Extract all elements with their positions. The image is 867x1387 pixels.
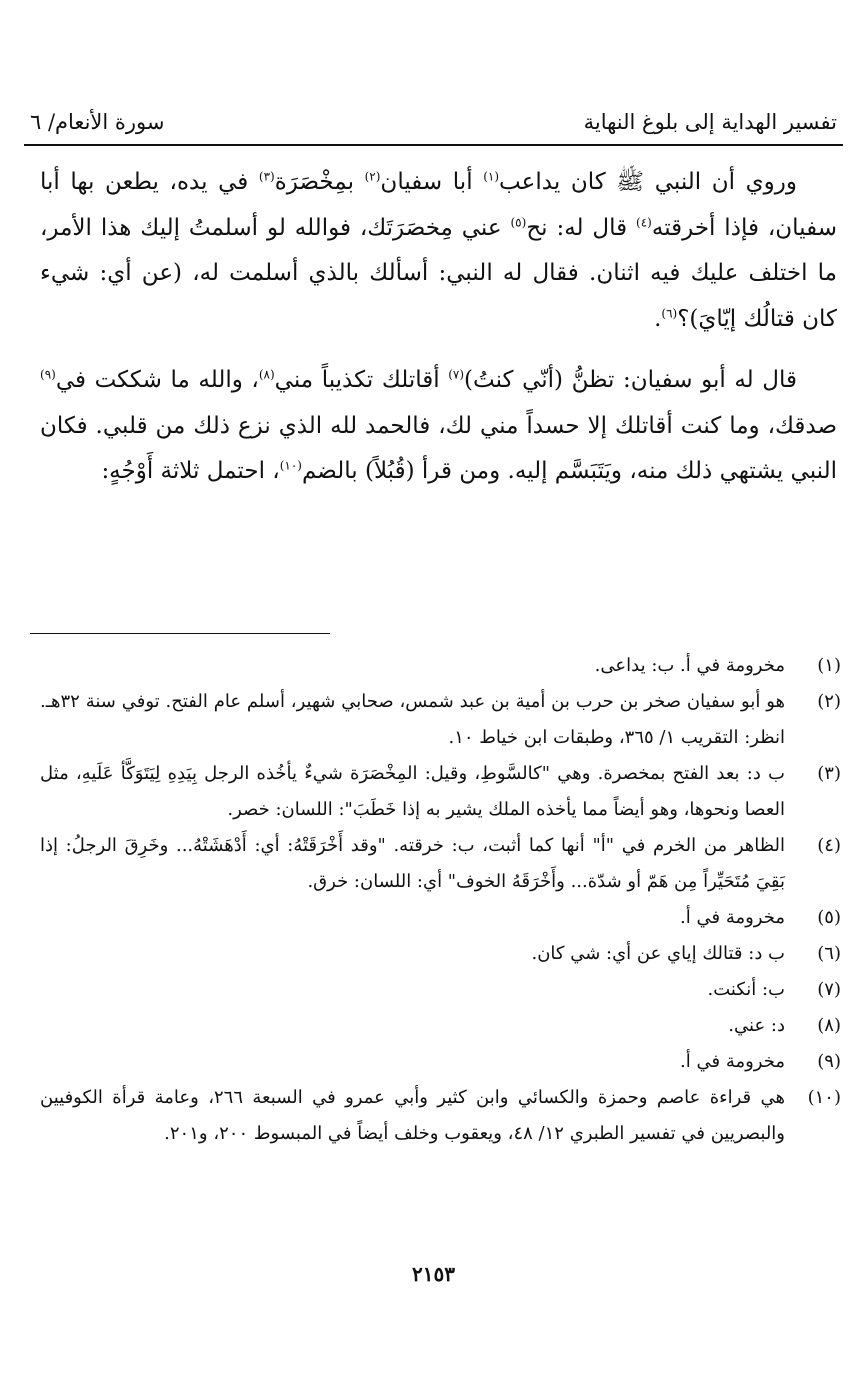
footnote [40,900,841,936]
footnote-ref: (٩) [40,367,56,382]
footnote-ref: (٥) [510,214,527,229]
footnote-text: ب: أنكنت. [707,979,785,1000]
footnote [40,936,841,972]
text-run: وروي أن النبي ﷺ كان يداعب [499,169,798,195]
footnote-number: (٥) [817,907,841,928]
footnote-number: (٨) [817,1015,841,1036]
footnote-number: (٦) [817,943,841,964]
page-number: ٢١٥٣ [412,1262,455,1286]
paragraph-1 [40,160,837,342]
footnote-text: مخرومة في أ. ب: يداعى. [594,655,785,676]
footnote-ref: (٧) [448,367,465,382]
footnote-number: (٤) [817,835,841,856]
footnote-number: (٧) [817,979,841,1000]
running-header [30,88,837,134]
main-text [40,160,837,495]
header-rule [24,144,843,146]
footnote [40,828,841,900]
footnote-number: (٢) [817,691,841,712]
footnote-ref: (١) [483,169,500,184]
footnote [40,648,841,684]
footnote-ref: (١٠) [279,458,302,473]
footnote [40,972,841,1008]
footnote-number: (٣) [817,763,841,784]
text-run: قال له أبو سفيان: تظنُّ (أنّي كنتُ) [464,367,798,393]
footnote [40,1008,841,1044]
footnote-text: مخرومة في أ. [680,1051,785,1072]
footnote-text: هو أبو سفيان صخر بن حرب بن أمية بن عبد شمس، صحابي شهير، أسلم عام الفتح. توفي سنة ٣٢هـ. انظر: التقريب ١/ ٣٦٥، وطبقات ابن خياط ١٠. [40,691,785,748]
paragraph-2 [40,358,837,495]
footnote-ref: (٨) [258,367,275,382]
footnote-ref: (٤) [636,214,652,229]
surah-label: سورة الأنعام/ ٦ [30,110,165,134]
footnote-ref: (٦) [661,305,678,320]
text-run: أقاتلك تكذيباً مني [274,367,449,393]
text-run: . [654,305,662,332]
text-run: قال له: نح [526,214,637,241]
footnote-ref: (٣) [258,169,275,184]
text-run: بمِخْصَرَة [274,169,365,195]
footnote-text: الظاهر من الخرم في "أ" أنها كما أثبت، ب: خرقته. "وقد أَخْرَقَتْهُ: أي: أَدْهَشَتْهُ... وخَرِقَ الرجلُ: إذا بَقِيَ مُتَحَيِّراً مِن هَمّ أو شدّة... وأَخْرَقَهُ الخوف" أي: اللسان: خرق. [40,835,785,892]
footnote-text: ب د: قتالك إياي عن أي: شي كان. [531,943,785,964]
text-run: ، والله ما شككت في [55,367,259,393]
footnotes [40,648,841,1152]
text-run: صدقك، وما كنت أقاتلك إلا حسداً مني لك، فالحمد لله الذي نزع ذلك من قلبي. فكان النبي يشتهي ذلك منه، ويَتَبَسَّم إليه. ومن قرأ (قُبُلاً) بالضم [40,412,837,484]
text-run: أبا سفيان [380,169,484,195]
footnote-text: ب د: بعد الفتح بمخصرة. وهي "كالسَّوطِ، وقيل: المِخْصَرَة شيءٌ يأخُذه الرجل بِيَدِهِ لِيَتَوَكَّأ عَلَيهِ، مثل العصا ونحوها، وهو أيضاً مما يأخذه الملك يشير به إذا خَطَبَ": اللسان: خصر. [40,763,785,820]
footnote [40,756,841,828]
footnote-separator [30,633,330,634]
footnote [40,684,841,756]
footnote [40,1080,841,1152]
footnote-number: (١) [817,655,841,676]
footnote-ref: (٢) [364,169,381,184]
footnote-text: د: عني. [728,1015,785,1036]
book-title: تفسير الهداية إلى بلوغ النهاية [583,110,837,134]
footnote-text: هي قراءة عاصم وحمزة والكسائي وابن كثير وأبي عمرو في السبعة ٢٦٦، وعامة قرأة الكوفيين والبصريين في تفسير الطبري ١٢/ ٤٨، ويعقوب وخلف أيضاً في المبسوط ٢٠٠، و٢٠١. [40,1087,786,1144]
text-run: عني مِخصَرَتَك، فوالله لو أسلمتُ إليك هذا الأمر، ما اختلف عليك فيه اثنان. فقال له النبي: أسألك بالذي أسلمت له، (عن أي: شيء كان قتالُك إيّايَ)؟ [40,214,838,332]
text-run: في يده، يطعن بها أبا سفيان، فإذا أخرقته [40,169,838,241]
footnote [40,1044,841,1080]
footnote-number: (٩) [817,1051,841,1072]
footnote-text: مخرومة في أ. [680,907,785,928]
footnote-number: (١٠) [807,1087,841,1108]
text-run: ، احتمل ثلاثة أَوْجُهٍ: [101,458,280,484]
